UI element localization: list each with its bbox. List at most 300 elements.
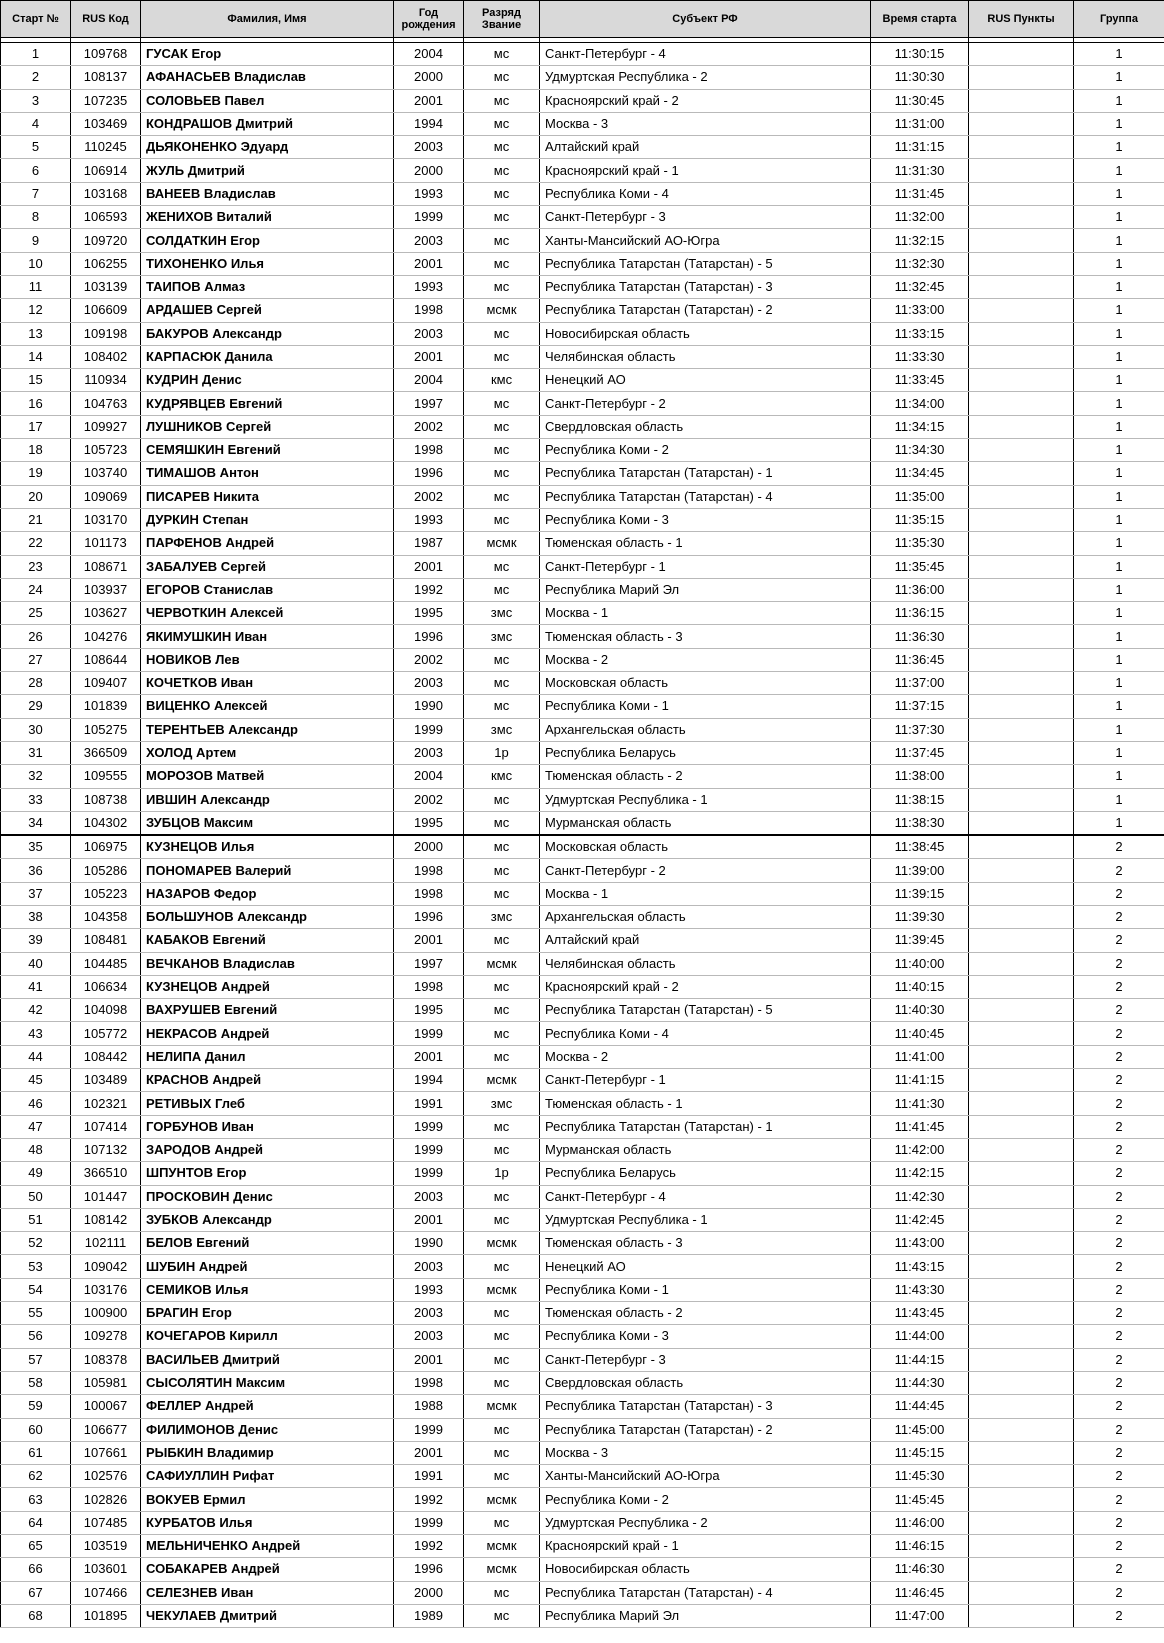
cell-birth-year: 2002 [394, 485, 464, 508]
cell-group: 1 [1074, 66, 1164, 89]
cell-group: 2 [1074, 1232, 1164, 1255]
cell-birth-year: 2003 [394, 1325, 464, 1348]
start-list-body [1, 43, 1164, 1628]
cell-region: Красноярский край - 2 [540, 89, 871, 112]
cell-group: 1 [1074, 788, 1164, 811]
cell-start-number: 6 [1, 159, 71, 182]
cell-start-number: 66 [1, 1558, 71, 1581]
cell-group: 1 [1074, 252, 1164, 275]
cell-start-time: 11:37:45 [871, 741, 969, 764]
cell-region: Москва - 3 [540, 1441, 871, 1464]
col-header-rus-points: RUS Пункты [969, 1, 1074, 38]
cell-athlete-name: БЕЛОВ Евгений [141, 1232, 394, 1255]
cell-rank: мс [464, 999, 540, 1022]
cell-rank: мсмк [464, 1558, 540, 1581]
cell-rus-code: 107414 [71, 1115, 141, 1138]
table-row [1, 1488, 1164, 1511]
cell-birth-year: 2002 [394, 648, 464, 671]
cell-rank: мсмк [464, 1535, 540, 1558]
cell-region: Москва - 2 [540, 648, 871, 671]
cell-rus-points [969, 1022, 1074, 1045]
cell-rus-points [969, 1465, 1074, 1488]
cell-rank: мс [464, 1604, 540, 1627]
cell-start-time: 11:34:00 [871, 392, 969, 415]
cell-start-time: 11:46:45 [871, 1581, 969, 1604]
table-row [1, 485, 1164, 508]
cell-start-time: 11:36:15 [871, 602, 969, 625]
cell-group: 2 [1074, 1465, 1164, 1488]
cell-athlete-name: АРДАШЕВ Сергей [141, 299, 394, 322]
cell-group: 1 [1074, 136, 1164, 159]
cell-start-time: 11:32:45 [871, 275, 969, 298]
cell-rank: кмс [464, 369, 540, 392]
cell-athlete-name: МЕЛЬНИЧЕНКО Андрей [141, 1535, 394, 1558]
cell-group: 1 [1074, 206, 1164, 229]
cell-start-time: 11:38:15 [871, 788, 969, 811]
cell-group: 2 [1074, 882, 1164, 905]
cell-rank: мс [464, 859, 540, 882]
cell-rank: мс [464, 975, 540, 998]
cell-region: Санкт-Петербург - 4 [540, 1185, 871, 1208]
cell-athlete-name: СОБАКАРЕВ Андрей [141, 1558, 394, 1581]
table-row [1, 1185, 1164, 1208]
cell-rus-points [969, 859, 1074, 882]
cell-group: 2 [1074, 905, 1164, 928]
cell-rus-points [969, 1092, 1074, 1115]
cell-start-time: 11:36:45 [871, 648, 969, 671]
table-row [1, 159, 1164, 182]
cell-rus-points [969, 695, 1074, 718]
cell-birth-year: 1994 [394, 112, 464, 135]
cell-birth-year: 1992 [394, 1488, 464, 1511]
cell-athlete-name: ПИСАРЕВ Никита [141, 485, 394, 508]
cell-birth-year: 2000 [394, 66, 464, 89]
cell-start-time: 11:39:00 [871, 859, 969, 882]
cell-start-time: 11:43:45 [871, 1302, 969, 1325]
cell-group: 1 [1074, 672, 1164, 695]
cell-start-time: 11:30:15 [871, 43, 969, 66]
cell-rus-points [969, 1511, 1074, 1534]
cell-athlete-name: ШУБИН Андрей [141, 1255, 394, 1278]
cell-start-time: 11:46:15 [871, 1535, 969, 1558]
cell-rus-code: 109927 [71, 415, 141, 438]
cell-rus-code: 366509 [71, 741, 141, 764]
cell-start-number: 13 [1, 322, 71, 345]
cell-rank: мс [464, 1371, 540, 1394]
cell-athlete-name: ВОКУЕВ Ермил [141, 1488, 394, 1511]
cell-region: Санкт-Петербург - 3 [540, 1348, 871, 1371]
cell-rus-points [969, 835, 1074, 859]
cell-birth-year: 2000 [394, 835, 464, 859]
cell-athlete-name: ЧЕРВОТКИН Алексей [141, 602, 394, 625]
cell-region: Удмуртская Республика - 2 [540, 66, 871, 89]
cell-rus-code: 106634 [71, 975, 141, 998]
cell-athlete-name: ЗУБКОВ Александр [141, 1208, 394, 1231]
cell-region: Удмуртская Республика - 2 [540, 1511, 871, 1534]
cell-rus-code: 105772 [71, 1022, 141, 1045]
cell-rus-points [969, 1558, 1074, 1581]
cell-start-number: 54 [1, 1278, 71, 1301]
cell-rus-code: 103740 [71, 462, 141, 485]
table-row [1, 1138, 1164, 1161]
cell-start-time: 11:37:30 [871, 718, 969, 741]
cell-start-time: 11:45:00 [871, 1418, 969, 1441]
cell-start-number: 8 [1, 206, 71, 229]
cell-rank: мс [464, 322, 540, 345]
cell-start-time: 11:40:45 [871, 1022, 969, 1045]
cell-rank: кмс [464, 765, 540, 788]
cell-rus-code: 104276 [71, 625, 141, 648]
table-row [1, 345, 1164, 368]
cell-start-time: 11:40:15 [871, 975, 969, 998]
table-row [1, 1278, 1164, 1301]
cell-rus-code: 109069 [71, 485, 141, 508]
cell-rus-code: 103469 [71, 112, 141, 135]
cell-birth-year: 2001 [394, 1208, 464, 1231]
cell-birth-year: 1996 [394, 905, 464, 928]
cell-region: Новосибирская область [540, 322, 871, 345]
cell-athlete-name: ДЬЯКОНЕНКО Эдуард [141, 136, 394, 159]
table-row [1, 275, 1164, 298]
cell-group: 1 [1074, 43, 1164, 66]
cell-start-time: 11:34:45 [871, 462, 969, 485]
cell-rank: мс [464, 159, 540, 182]
cell-rus-code: 110245 [71, 136, 141, 159]
cell-group: 1 [1074, 532, 1164, 555]
cell-rus-points [969, 66, 1074, 89]
cell-group: 2 [1074, 1511, 1164, 1534]
cell-rus-code: 102826 [71, 1488, 141, 1511]
table-row [1, 392, 1164, 415]
cell-rank: мс [464, 136, 540, 159]
cell-start-number: 23 [1, 555, 71, 578]
col-header-start-time: Время старта [871, 1, 969, 38]
cell-start-number: 11 [1, 275, 71, 298]
cell-start-time: 11:47:00 [871, 1604, 969, 1627]
cell-rus-points [969, 1278, 1074, 1301]
cell-region: Республика Коми - 2 [540, 439, 871, 462]
cell-birth-year: 2001 [394, 555, 464, 578]
cell-group: 2 [1074, 1371, 1164, 1394]
cell-rus-code: 103627 [71, 602, 141, 625]
cell-athlete-name: КОЧЕГАРОВ Кирилл [141, 1325, 394, 1348]
cell-rus-code: 108142 [71, 1208, 141, 1231]
cell-rus-points [969, 159, 1074, 182]
cell-region: Тюменская область - 1 [540, 1092, 871, 1115]
table-row [1, 882, 1164, 905]
cell-group: 1 [1074, 392, 1164, 415]
cell-group: 2 [1074, 1348, 1164, 1371]
table-row [1, 322, 1164, 345]
cell-rus-code: 106677 [71, 1418, 141, 1441]
cell-birth-year: 2004 [394, 369, 464, 392]
cell-start-time: 11:45:15 [871, 1441, 969, 1464]
cell-rank: мс [464, 1325, 540, 1348]
cell-group: 1 [1074, 485, 1164, 508]
table-row [1, 229, 1164, 252]
cell-start-time: 11:31:45 [871, 182, 969, 205]
cell-rus-points [969, 439, 1074, 462]
cell-start-number: 34 [1, 811, 71, 835]
cell-group: 2 [1074, 1069, 1164, 1092]
cell-start-number: 15 [1, 369, 71, 392]
cell-rus-code: 102111 [71, 1232, 141, 1255]
cell-birth-year: 2003 [394, 672, 464, 695]
cell-rank: мс [464, 882, 540, 905]
cell-group: 1 [1074, 578, 1164, 601]
cell-region: Архангельская область [540, 718, 871, 741]
table-row [1, 1255, 1164, 1278]
cell-rus-code: 109768 [71, 43, 141, 66]
cell-rus-code: 107661 [71, 1441, 141, 1464]
table-row [1, 835, 1164, 859]
cell-group: 1 [1074, 648, 1164, 671]
cell-rus-code: 101839 [71, 695, 141, 718]
cell-rus-points [969, 1069, 1074, 1092]
cell-rank: мс [464, 485, 540, 508]
cell-start-number: 4 [1, 112, 71, 135]
col-header-rank: Разряд Звание [464, 1, 540, 38]
cell-rus-points [969, 1302, 1074, 1325]
cell-birth-year: 2003 [394, 1302, 464, 1325]
cell-rus-code: 105275 [71, 718, 141, 741]
cell-rus-code: 101447 [71, 1185, 141, 1208]
cell-region: Республика Коми - 2 [540, 1488, 871, 1511]
cell-region: Санкт-Петербург - 1 [540, 1069, 871, 1092]
cell-rank: мс [464, 1441, 540, 1464]
cell-region: Ханты-Мансийский АО-Югра [540, 1465, 871, 1488]
cell-start-number: 9 [1, 229, 71, 252]
cell-group: 2 [1074, 929, 1164, 952]
cell-group: 1 [1074, 182, 1164, 205]
table-row [1, 695, 1164, 718]
cell-athlete-name: АФАНАСЬЕВ Владислав [141, 66, 394, 89]
cell-athlete-name: НОВИКОВ Лев [141, 648, 394, 671]
cell-region: Новосибирская область [540, 1558, 871, 1581]
cell-birth-year: 1989 [394, 1604, 464, 1627]
cell-rus-code: 108671 [71, 555, 141, 578]
table-row [1, 1325, 1164, 1348]
cell-rus-points [969, 1162, 1074, 1185]
cell-start-number: 65 [1, 1535, 71, 1558]
cell-rus-points [969, 741, 1074, 764]
cell-rus-code: 100067 [71, 1395, 141, 1418]
cell-athlete-name: ШПУНТОВ Егор [141, 1162, 394, 1185]
cell-athlete-name: КАБАКОВ Евгений [141, 929, 394, 952]
cell-start-number: 60 [1, 1418, 71, 1441]
cell-start-time: 11:30:45 [871, 89, 969, 112]
cell-birth-year: 1990 [394, 1232, 464, 1255]
table-row [1, 1022, 1164, 1045]
cell-athlete-name: ЗАБАЛУЕВ Сергей [141, 555, 394, 578]
cell-start-time: 11:35:00 [871, 485, 969, 508]
cell-rus-points [969, 1604, 1074, 1627]
table-row [1, 578, 1164, 601]
cell-birth-year: 1995 [394, 602, 464, 625]
cell-start-time: 11:38:00 [871, 765, 969, 788]
cell-rus-code: 105723 [71, 439, 141, 462]
cell-rank: мс [464, 1045, 540, 1068]
cell-region: Красноярский край - 1 [540, 159, 871, 182]
cell-start-number: 44 [1, 1045, 71, 1068]
cell-rus-points [969, 299, 1074, 322]
cell-athlete-name: ВАНЕЕВ Владислав [141, 182, 394, 205]
cell-rus-points [969, 1348, 1074, 1371]
cell-region: Свердловская область [540, 1371, 871, 1394]
cell-start-number: 14 [1, 345, 71, 368]
cell-region: Алтайский край [540, 929, 871, 952]
cell-group: 1 [1074, 112, 1164, 135]
cell-start-number: 3 [1, 89, 71, 112]
cell-rus-code: 103168 [71, 182, 141, 205]
cell-birth-year: 1998 [394, 975, 464, 998]
cell-athlete-name: ЖЕНИХОВ Виталий [141, 206, 394, 229]
cell-start-time: 11:35:45 [871, 555, 969, 578]
cell-group: 1 [1074, 555, 1164, 578]
cell-rus-points [969, 905, 1074, 928]
cell-athlete-name: СОЛОВЬЕВ Павел [141, 89, 394, 112]
cell-start-number: 42 [1, 999, 71, 1022]
cell-start-number: 5 [1, 136, 71, 159]
table-row [1, 975, 1164, 998]
cell-start-time: 11:32:00 [871, 206, 969, 229]
table-row [1, 648, 1164, 671]
cell-rank: мсмк [464, 1395, 540, 1418]
cell-rank: мс [464, 1348, 540, 1371]
cell-rank: мс [464, 1208, 540, 1231]
cell-athlete-name: ПАРФЕНОВ Андрей [141, 532, 394, 555]
cell-group: 2 [1074, 1302, 1164, 1325]
cell-region: Московская область [540, 835, 871, 859]
cell-athlete-name: СЕМИКОВ Илья [141, 1278, 394, 1301]
cell-start-time: 11:41:45 [871, 1115, 969, 1138]
cell-start-time: 11:36:30 [871, 625, 969, 648]
cell-group: 1 [1074, 369, 1164, 392]
cell-start-time: 11:37:00 [871, 672, 969, 695]
cell-region: Республика Татарстан (Татарстан) - 1 [540, 1115, 871, 1138]
cell-rus-points [969, 625, 1074, 648]
cell-start-number: 21 [1, 508, 71, 531]
cell-region: Республика Марий Эл [540, 1604, 871, 1627]
col-header-birth-year: Год рождения [394, 1, 464, 38]
cell-rus-points [969, 462, 1074, 485]
cell-group: 1 [1074, 275, 1164, 298]
cell-rank: мс [464, 648, 540, 671]
cell-start-number: 20 [1, 485, 71, 508]
cell-athlete-name: КАРПАСЮК Данила [141, 345, 394, 368]
cell-athlete-name: ЗУБЦОВ Максим [141, 811, 394, 835]
cell-birth-year: 2003 [394, 741, 464, 764]
table-row [1, 1232, 1164, 1255]
cell-birth-year: 1995 [394, 999, 464, 1022]
cell-group: 1 [1074, 625, 1164, 648]
cell-start-number: 2 [1, 66, 71, 89]
cell-birth-year: 2001 [394, 89, 464, 112]
cell-start-time: 11:45:30 [871, 1465, 969, 1488]
col-header-name: Фамилия, Имя [141, 1, 394, 38]
cell-start-number: 48 [1, 1138, 71, 1161]
cell-group: 2 [1074, 1022, 1164, 1045]
cell-birth-year: 1999 [394, 1138, 464, 1161]
cell-rank: мсмк [464, 1232, 540, 1255]
cell-start-time: 11:35:30 [871, 532, 969, 555]
cell-start-time: 11:32:30 [871, 252, 969, 275]
cell-athlete-name: САФИУЛЛИН Рифат [141, 1465, 394, 1488]
cell-rus-points [969, 555, 1074, 578]
cell-athlete-name: СЕЛЕЗНЕВ Иван [141, 1581, 394, 1604]
cell-birth-year: 2003 [394, 1185, 464, 1208]
cell-rus-code: 102576 [71, 1465, 141, 1488]
cell-athlete-name: ПРОСКОВИН Денис [141, 1185, 394, 1208]
cell-birth-year: 1999 [394, 1115, 464, 1138]
cell-start-number: 45 [1, 1069, 71, 1092]
cell-rus-code: 105286 [71, 859, 141, 882]
table-row [1, 555, 1164, 578]
cell-athlete-name: ТЕРЕНТЬЕВ Александр [141, 718, 394, 741]
cell-region: Республика Татарстан (Татарстан) - 2 [540, 1418, 871, 1441]
table-row [1, 369, 1164, 392]
cell-birth-year: 2003 [394, 322, 464, 345]
cell-start-time: 11:33:15 [871, 322, 969, 345]
cell-birth-year: 1999 [394, 206, 464, 229]
cell-rus-points [969, 1325, 1074, 1348]
cell-start-time: 11:34:30 [871, 439, 969, 462]
cell-start-time: 11:42:00 [871, 1138, 969, 1161]
cell-rus-points [969, 999, 1074, 1022]
cell-group: 1 [1074, 695, 1164, 718]
cell-rank: мс [464, 112, 540, 135]
table-row [1, 1535, 1164, 1558]
cell-group: 2 [1074, 1325, 1164, 1348]
table-row [1, 741, 1164, 764]
cell-start-time: 11:44:45 [871, 1395, 969, 1418]
cell-start-time: 11:43:15 [871, 1255, 969, 1278]
cell-rank: мс [464, 1511, 540, 1534]
cell-rus-points [969, 89, 1074, 112]
cell-rus-code: 103170 [71, 508, 141, 531]
table-row [1, 859, 1164, 882]
cell-athlete-name: ДУРКИН Степан [141, 508, 394, 531]
cell-region: Санкт-Петербург - 2 [540, 859, 871, 882]
cell-start-time: 11:40:00 [871, 952, 969, 975]
cell-rus-points [969, 485, 1074, 508]
table-row [1, 1604, 1164, 1627]
cell-group: 1 [1074, 299, 1164, 322]
cell-athlete-name: ВЕЧКАНОВ Владислав [141, 952, 394, 975]
cell-rank: мсмк [464, 1278, 540, 1301]
table-row [1, 252, 1164, 275]
cell-athlete-name: ФИЛИМОНОВ Денис [141, 1418, 394, 1441]
cell-start-time: 11:37:15 [871, 695, 969, 718]
cell-group: 1 [1074, 159, 1164, 182]
cell-region: Москва - 3 [540, 112, 871, 135]
cell-start-time: 11:33:45 [871, 369, 969, 392]
cell-region: Удмуртская Республика - 1 [540, 788, 871, 811]
cell-birth-year: 1995 [394, 811, 464, 835]
cell-athlete-name: ЧЕКУЛАЕВ Дмитрий [141, 1604, 394, 1627]
cell-region: Тюменская область - 3 [540, 1232, 871, 1255]
table-row [1, 625, 1164, 648]
cell-rus-points [969, 1371, 1074, 1394]
cell-rus-points [969, 811, 1074, 835]
cell-start-time: 11:42:30 [871, 1185, 969, 1208]
cell-start-time: 11:39:15 [871, 882, 969, 905]
cell-athlete-name: КУДРЯВЦЕВ Евгений [141, 392, 394, 415]
cell-rus-points [969, 1581, 1074, 1604]
cell-rus-code: 103519 [71, 1535, 141, 1558]
cell-rus-code: 102321 [71, 1092, 141, 1115]
cell-rus-points [969, 136, 1074, 159]
